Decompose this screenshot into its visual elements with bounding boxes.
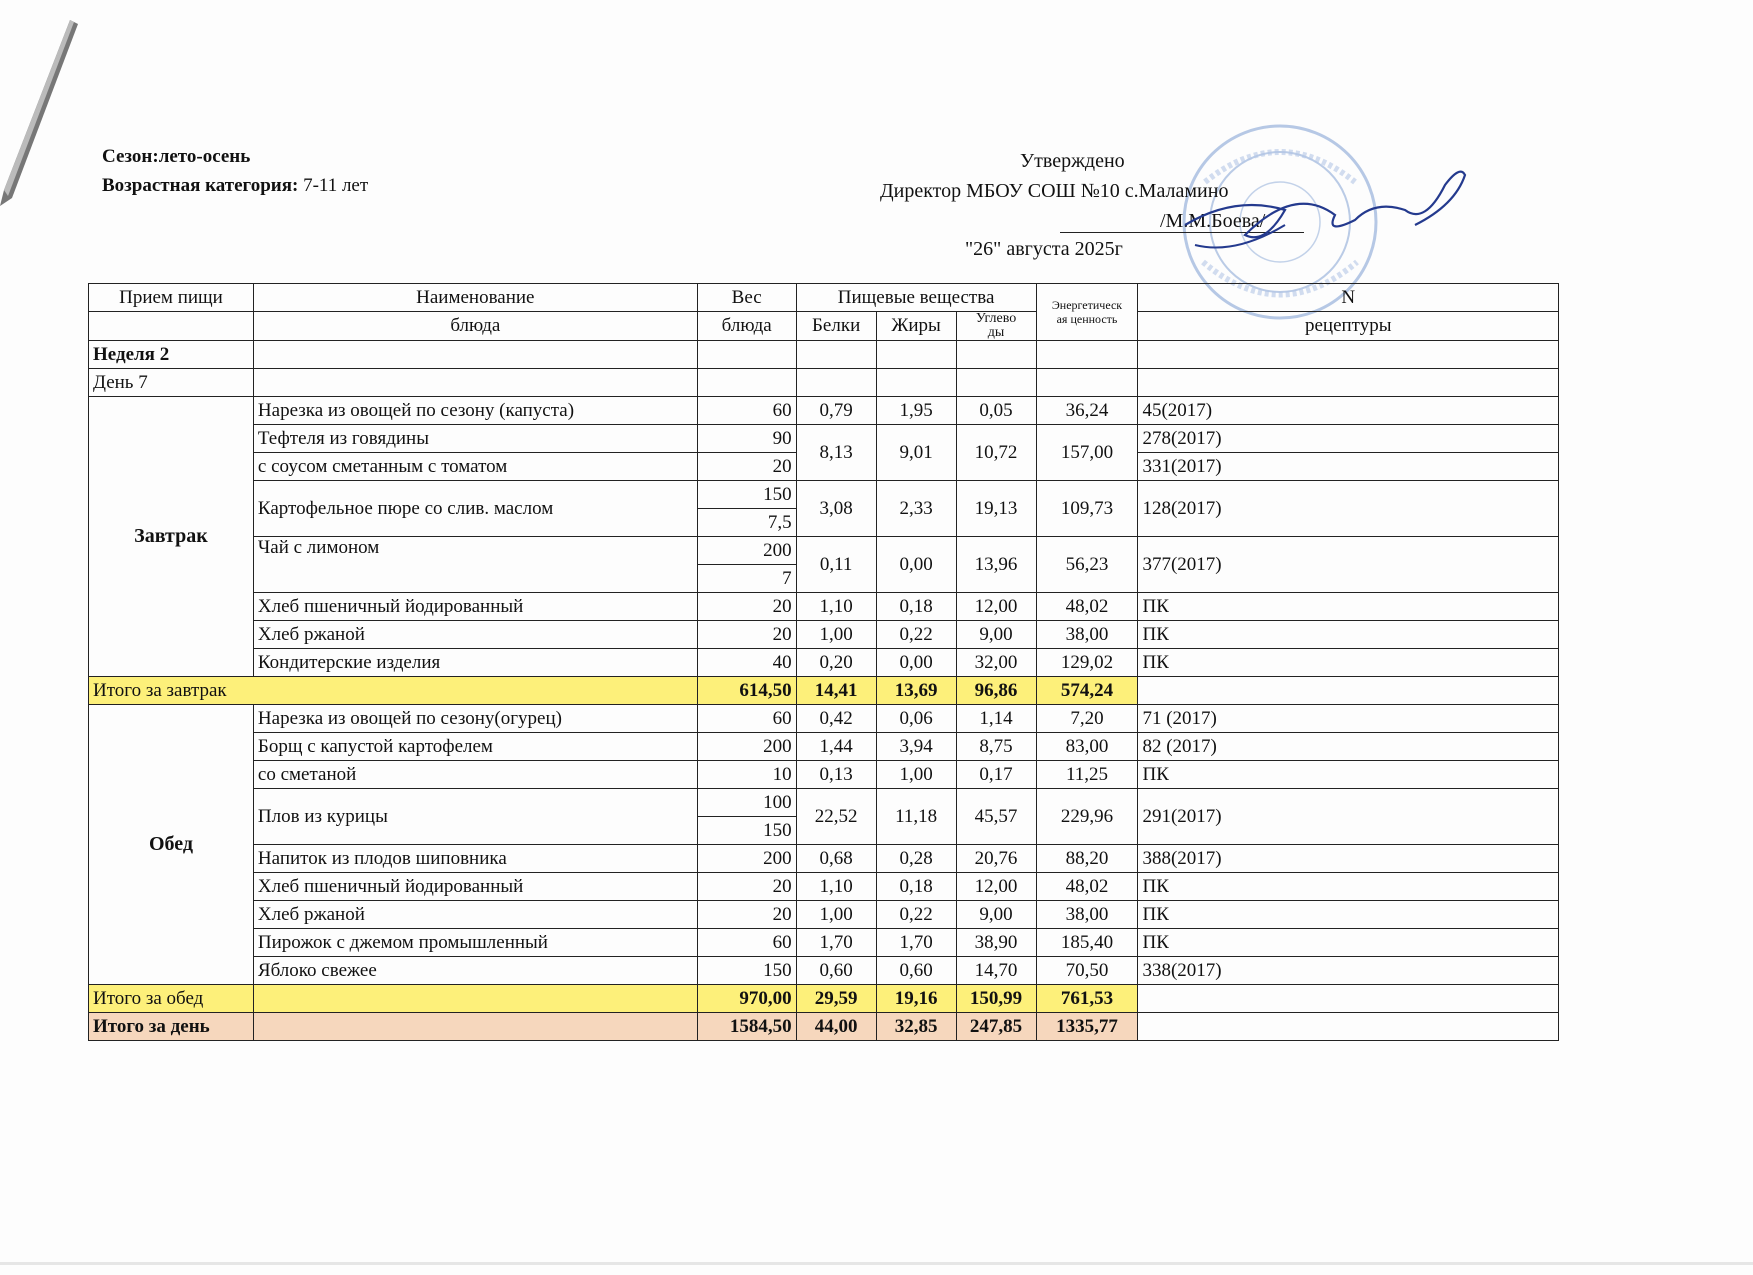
day-total-carbs: 247,85	[956, 1013, 1036, 1041]
dish-name: Хлеб ржаной	[253, 901, 697, 929]
dish-fats: 9,01	[876, 425, 956, 481]
table-header-row-2	[89, 312, 1559, 341]
dish-energy: 48,02	[1036, 873, 1138, 901]
col-fats-header: Жиры	[876, 312, 956, 341]
dish-fats: 0,00	[876, 649, 956, 677]
dish-carbs: 38,90	[956, 929, 1036, 957]
col-recipe-header-bottom: рецептуры	[1138, 312, 1559, 341]
table-row	[89, 957, 1559, 985]
dish-fats: 3,94	[876, 733, 956, 761]
approval-title: Утверждено	[1020, 150, 1125, 172]
dish-carbs: 19,13	[956, 481, 1036, 537]
dish-proteins: 0,20	[796, 649, 876, 677]
dish-fats: 0,18	[876, 873, 956, 901]
dish-name: Плов из курицы	[253, 789, 697, 845]
dish-recipe: 278(2017)	[1138, 425, 1559, 453]
col-name-header-bottom: блюда	[253, 312, 697, 341]
day-label: День 7	[89, 369, 254, 397]
dish-weight: 60	[697, 929, 796, 957]
dish-recipe: 338(2017)	[1138, 957, 1559, 985]
dish-name: Борщ с капустой картофелем	[253, 733, 697, 761]
dish-carbs: 20,76	[956, 845, 1036, 873]
dish-weight: 20	[697, 593, 796, 621]
day-row	[89, 369, 1559, 397]
dish-fats: 0,28	[876, 845, 956, 873]
breakfast-total-fats: 13,69	[876, 677, 956, 705]
breakfast-total-weight: 614,50	[697, 677, 796, 705]
table-row	[89, 929, 1559, 957]
dish-carbs: 13,96	[956, 537, 1036, 593]
dish-weight-cont: 20	[697, 453, 796, 481]
dish-proteins: 0,79	[796, 397, 876, 425]
dish-name: Нарезка из овощей по сезону(огурец)	[253, 705, 697, 733]
dish-weight: 200	[697, 733, 796, 761]
dish-recipe: 388(2017)	[1138, 845, 1559, 873]
dish-proteins: 8,13	[796, 425, 876, 481]
dish-recipe: ПК	[1138, 621, 1559, 649]
dish-carbs: 9,00	[956, 901, 1036, 929]
dish-carbs: 32,00	[956, 649, 1036, 677]
dish-proteins: 0,13	[796, 761, 876, 789]
season-label: Сезон:	[102, 146, 159, 167]
lunch-total-energy: 761,53	[1036, 985, 1138, 1013]
table-row	[89, 537, 1559, 565]
breakfast-label: Завтрак	[89, 397, 254, 677]
dish-energy: 70,50	[1036, 957, 1138, 985]
table-row	[89, 901, 1559, 929]
pen-shadow-decoration	[0, 20, 80, 210]
dish-weight: 20	[697, 901, 796, 929]
breakfast-total-energy: 574,24	[1036, 677, 1138, 705]
lunch-total-proteins: 29,59	[796, 985, 876, 1013]
dish-proteins: 1,44	[796, 733, 876, 761]
dish-weight: 60	[697, 397, 796, 425]
dish-weight: 150	[697, 481, 796, 509]
dish-fats: 0,22	[876, 901, 956, 929]
lunch-label: Обед	[89, 705, 254, 985]
day-total-fats: 32,85	[876, 1013, 956, 1041]
dish-energy: 129,02	[1036, 649, 1138, 677]
day-total-weight: 1584,50	[697, 1013, 796, 1041]
dish-proteins: 22,52	[796, 789, 876, 845]
dish-recipe-cont: 331(2017)	[1138, 453, 1559, 481]
day-total-proteins: 44,00	[796, 1013, 876, 1041]
dish-energy: 11,25	[1036, 761, 1138, 789]
dish-weight: 90	[697, 425, 796, 453]
dish-name-cont: с соусом сметанным с томатом	[253, 453, 697, 481]
scan-edge-divider	[0, 1262, 1753, 1265]
dish-energy: 7,20	[1036, 705, 1138, 733]
dish-fats: 1,95	[876, 397, 956, 425]
dish-fats: 0,18	[876, 593, 956, 621]
dish-energy: 88,20	[1036, 845, 1138, 873]
table-row	[89, 733, 1559, 761]
day-total-label: Итого за день	[89, 1013, 254, 1041]
dish-fats: 0,00	[876, 537, 956, 593]
dish-proteins: 1,00	[796, 901, 876, 929]
age-value: 7-11 лет	[303, 175, 369, 196]
dish-carbs: 9,00	[956, 621, 1036, 649]
table-row	[89, 705, 1559, 733]
col-carbs-header: Углево ды	[956, 312, 1036, 341]
dish-carbs: 12,00	[956, 873, 1036, 901]
week-row	[89, 341, 1559, 369]
approval-date: "26" августа 2025г	[965, 238, 1123, 260]
dish-proteins: 0,11	[796, 537, 876, 593]
dish-weight: 200	[697, 537, 796, 565]
dish-recipe: 377(2017)	[1138, 537, 1559, 593]
table-row	[89, 425, 1559, 453]
dish-weight: 20	[697, 873, 796, 901]
approval-position: Директор МБОУ СОШ №10 с.Маламино	[880, 180, 1229, 202]
dish-weight: 100	[697, 789, 796, 817]
col-weight-header-top: Вес	[697, 284, 796, 312]
lunch-total-carbs: 150,99	[956, 985, 1036, 1013]
dish-carbs: 8,75	[956, 733, 1036, 761]
dish-name: Напиток из плодов шиповника	[253, 845, 697, 873]
dish-recipe: 82 (2017)	[1138, 733, 1559, 761]
lunch-total-fats: 19,16	[876, 985, 956, 1013]
dish-fats: 0,60	[876, 957, 956, 985]
dish-recipe: ПК	[1138, 761, 1559, 789]
dish-carbs: 45,57	[956, 789, 1036, 845]
dish-name: Хлеб ржаной	[253, 621, 697, 649]
dish-recipe: ПК	[1138, 649, 1559, 677]
dish-fats: 11,18	[876, 789, 956, 845]
menu-table	[88, 283, 1559, 1041]
dish-weight: 20	[697, 621, 796, 649]
dish-weight: 200	[697, 845, 796, 873]
dish-recipe: ПК	[1138, 593, 1559, 621]
table-row	[89, 873, 1559, 901]
col-proteins-header: Белки	[796, 312, 876, 341]
approval-signatory: /М.М.Боева/	[1160, 210, 1266, 232]
dish-name: со сметаной	[253, 761, 697, 789]
dish-energy: 229,96	[1036, 789, 1138, 845]
dish-carbs: 0,05	[956, 397, 1036, 425]
dish-recipe: 128(2017)	[1138, 481, 1559, 537]
dish-proteins: 0,68	[796, 845, 876, 873]
dish-energy: 48,02	[1036, 593, 1138, 621]
dish-energy: 109,73	[1036, 481, 1138, 537]
handwritten-signature-image	[1175, 165, 1475, 260]
col-name-header-top: Наименование	[253, 284, 697, 312]
dish-weight: 60	[697, 705, 796, 733]
dish-proteins: 1,70	[796, 929, 876, 957]
dish-energy: 56,23	[1036, 537, 1138, 593]
dish-weight: 150	[697, 957, 796, 985]
dish-name: Чай с лимоном	[253, 537, 697, 593]
season-value: лето-осень	[158, 146, 251, 167]
breakfast-total-carbs: 96,86	[956, 677, 1036, 705]
dish-name: Тефтеля из говядины	[253, 425, 697, 453]
dish-recipe: ПК	[1138, 929, 1559, 957]
dish-energy: 185,40	[1036, 929, 1138, 957]
dish-proteins: 1,00	[796, 621, 876, 649]
dish-name: Хлеб пшеничный йодированный	[253, 873, 697, 901]
table-row	[89, 845, 1559, 873]
col-weight-header-bottom: блюда	[697, 312, 796, 341]
dish-recipe: ПК	[1138, 901, 1559, 929]
dish-weight-cont: 7,5	[697, 509, 796, 537]
dish-fats: 0,06	[876, 705, 956, 733]
col-recipe-header-top: N	[1138, 284, 1559, 312]
dish-carbs: 10,72	[956, 425, 1036, 481]
dish-proteins: 0,42	[796, 705, 876, 733]
dish-name: Пирожок с джемом промышленный	[253, 929, 697, 957]
dish-proteins: 1,10	[796, 873, 876, 901]
lunch-total-label: Итого за обед	[89, 985, 254, 1013]
table-row	[89, 593, 1559, 621]
table-header-row-1	[89, 284, 1559, 312]
document-header-left	[102, 142, 368, 200]
breakfast-total-row	[89, 677, 1559, 705]
table-row	[89, 761, 1559, 789]
dish-carbs: 12,00	[956, 593, 1036, 621]
dish-energy: 83,00	[1036, 733, 1138, 761]
breakfast-total-label: Итого за завтрак	[89, 677, 698, 705]
dish-recipe: 291(2017)	[1138, 789, 1559, 845]
dish-energy: 38,00	[1036, 901, 1138, 929]
dish-carbs: 1,14	[956, 705, 1036, 733]
dish-carbs: 14,70	[956, 957, 1036, 985]
lunch-total-row	[89, 985, 1559, 1013]
dish-recipe: ПК	[1138, 873, 1559, 901]
dish-energy: 36,24	[1036, 397, 1138, 425]
dish-carbs: 0,17	[956, 761, 1036, 789]
table-row	[89, 649, 1559, 677]
dish-proteins: 1,10	[796, 593, 876, 621]
table-row	[89, 789, 1559, 817]
table-row	[89, 621, 1559, 649]
dish-name: Яблоко свежее	[253, 957, 697, 985]
dish-name: Картофельное пюре со слив. маслом	[253, 481, 697, 537]
dish-energy: 38,00	[1036, 621, 1138, 649]
dish-name: Хлеб пшеничный йодированный	[253, 593, 697, 621]
dish-fats: 1,70	[876, 929, 956, 957]
table-row	[89, 481, 1559, 509]
dish-fats: 0,22	[876, 621, 956, 649]
dish-name: Нарезка из овощей по сезону (капуста)	[253, 397, 697, 425]
dish-proteins: 3,08	[796, 481, 876, 537]
dish-weight-cont: 7	[697, 565, 796, 593]
table-row	[89, 397, 1559, 425]
dish-energy: 157,00	[1036, 425, 1138, 481]
dish-fats: 1,00	[876, 761, 956, 789]
age-label: Возрастная категория:	[102, 175, 299, 196]
week-label: Неделя 2	[89, 341, 254, 369]
breakfast-total-proteins: 14,41	[796, 677, 876, 705]
dish-weight-cont: 150	[697, 817, 796, 845]
day-total-energy: 1335,77	[1036, 1013, 1138, 1041]
dish-proteins: 0,60	[796, 957, 876, 985]
lunch-total-weight: 970,00	[697, 985, 796, 1013]
col-nutrients-header: Пищевые вещества	[796, 284, 1036, 312]
dish-recipe: 45(2017)	[1138, 397, 1559, 425]
dish-fats: 2,33	[876, 481, 956, 537]
col-meal-header: Прием пищи	[89, 284, 254, 312]
dish-weight: 40	[697, 649, 796, 677]
dish-weight: 10	[697, 761, 796, 789]
day-total-row	[89, 1013, 1559, 1041]
dish-name: Кондитерские изделия	[253, 649, 697, 677]
dish-recipe: 71 (2017)	[1138, 705, 1559, 733]
col-energy-header: Энергетическ ая ценность	[1036, 284, 1138, 341]
